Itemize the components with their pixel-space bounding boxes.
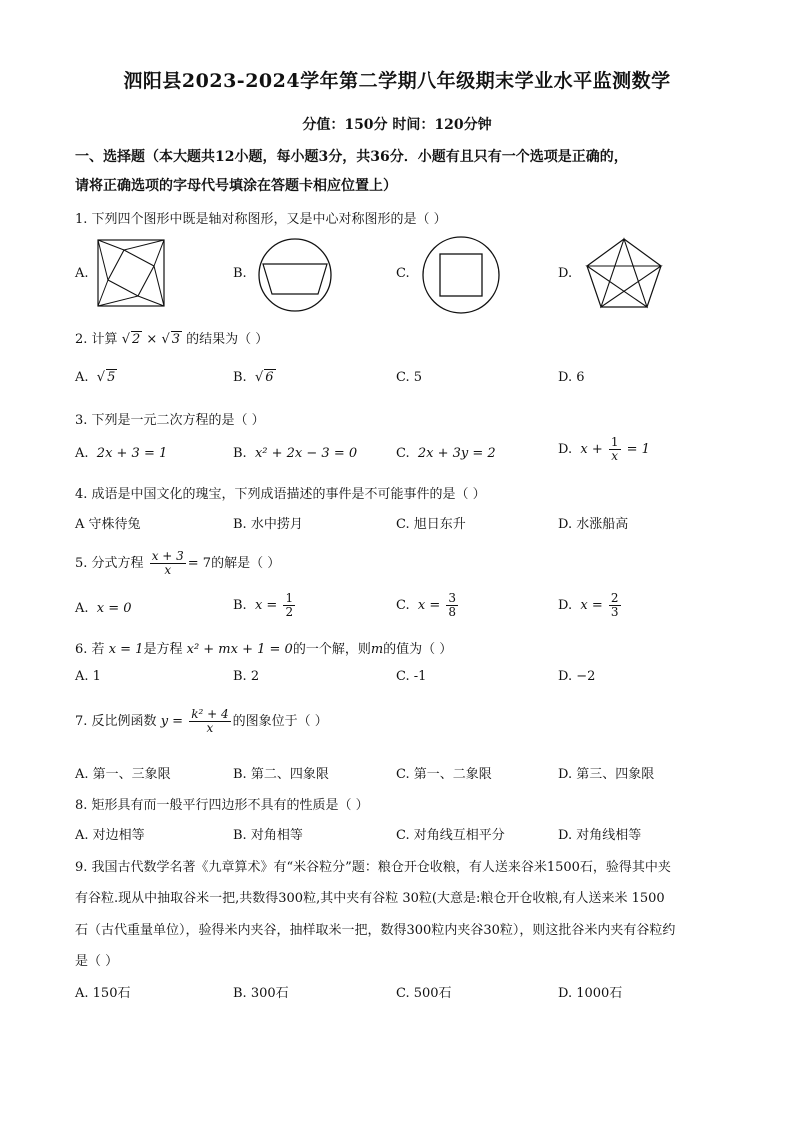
q1-option-b-label: B. — [233, 266, 247, 281]
q6-option-c: C. -1 — [396, 669, 427, 684]
q7-option-d: D. 第三、四象限 — [558, 767, 655, 782]
q8-option-b: B. 对角相等 — [233, 828, 303, 843]
score-time-line: 分值：150分 时间：120分钟 — [302, 117, 492, 133]
q1-option-c-label: C. — [396, 266, 410, 281]
q3-a-expr: 2x + 3 = 1 — [96, 446, 168, 461]
q2-option-b — [233, 369, 276, 385]
q5-b-fraction — [283, 592, 295, 619]
sqrt-symbol: √ — [121, 332, 130, 347]
q6-equation: x² + mx + 1 = 0 — [186, 642, 293, 657]
q1-option-d-label: D. — [558, 266, 573, 281]
q6-option-d: D. −2 — [558, 669, 596, 684]
q3-d-den: x — [611, 449, 619, 463]
q3-option-c — [396, 446, 496, 461]
q7-stem-pre: 7. 反比例函数 — [75, 714, 157, 729]
q6-variable: m — [370, 642, 384, 657]
question-9-line-4: 是（ ） — [75, 954, 119, 969]
question-9-line-3: 石（古代重量单位），验得米内夹谷，抽样取米一把，数得300粒内夹谷30粒），则这批谷米内夹有谷粒约 — [75, 923, 676, 938]
q9-option-c: C. 500石 — [396, 986, 452, 1001]
q3-option-d — [558, 436, 650, 463]
q2-option-a-label: A. — [75, 370, 89, 385]
q6-condition: x = 1 — [108, 642, 144, 657]
q2-stem-pre: 2. 计算 — [75, 332, 118, 347]
question-7-stem — [75, 708, 328, 735]
section-heading-cont: 请将正确选项的字母代号填涂在答题卡相应位置上） — [75, 178, 397, 194]
q3-option-b — [233, 446, 357, 461]
q5-eq: = 7 — [187, 556, 212, 571]
circle-square-figure — [420, 234, 502, 316]
q9-option-b: B. 300石 — [233, 986, 289, 1001]
q5-c-pre: x = — [417, 598, 441, 613]
q3-c-expr: 2x + 3y = 2 — [417, 446, 496, 461]
q5-option-a — [75, 601, 132, 616]
section-heading: 一、选择题（本大题共12小题，每小题3分，共36分．小题有且只有一个选项是正确的， — [75, 149, 628, 165]
q3-d-fraction — [609, 436, 621, 463]
q5-option-c-label: C. — [396, 598, 410, 613]
question-6-stem — [75, 638, 452, 657]
q2-stem-post: 的结果为（ ） — [186, 332, 269, 347]
q3-option-c-label: C. — [396, 446, 410, 461]
q4-option-c: C. 旭日东升 — [396, 517, 466, 532]
question-5-stem — [75, 550, 280, 577]
q5-option-b — [233, 592, 297, 619]
q2-option-b-label: B. — [233, 370, 247, 385]
q7-stem-post: 的图象位于（ ） — [232, 714, 328, 729]
q3-option-a — [75, 446, 167, 461]
sqrt-symbol: √ — [161, 332, 170, 347]
q5-stem-post: 的解是（ ） — [211, 556, 281, 571]
q5-option-c — [396, 592, 460, 619]
q5-option-a-label: A. — [75, 601, 89, 616]
q7-num: k² + 4 — [191, 707, 229, 721]
question-1-stem: 1. 下列四个图形中既是轴对称图形，又是中心对称图形的是（ ） — [75, 212, 447, 227]
q5-den: x — [164, 563, 172, 577]
q6-stem-post: 的值为（ ） — [383, 642, 453, 657]
q9-option-a: A. 150石 — [75, 986, 131, 1001]
q2-b-radicand: 6 — [265, 370, 274, 385]
question-9-line-1: 9. 我国古代数学名著《九章算术》有“米谷粒分”题：粮仓开仓收粮，有人送来谷米1500石，验得其中夹 — [75, 860, 671, 875]
q6-stem-mid: 是方程 — [143, 642, 183, 657]
q1-option-a-label: A. — [75, 266, 89, 281]
q7-option-b: B. 第二、四象限 — [233, 767, 329, 782]
sqrt-symbol: √ — [254, 370, 264, 385]
q5-a-expr: x = 0 — [96, 601, 132, 616]
question-9-line-2: 有谷粒.现从中抽取谷米一把,共数得300粒,其中夹有谷粒 30粒(大意是:粮仓开仓收粮,有人送来米 1500 — [75, 891, 665, 906]
q3-option-b-label: B. — [233, 446, 247, 461]
q5-num: x + 3 — [151, 549, 184, 563]
q2-option-a — [75, 369, 117, 385]
question-3-stem: 3. 下列是一元二次方程的是（ ） — [75, 413, 265, 428]
q5-d-den: 3 — [610, 605, 619, 619]
q7-den: x — [206, 721, 214, 735]
q3-option-d-label: D. — [558, 442, 573, 457]
q5-c-fraction — [446, 592, 458, 619]
q2-option-d: D. 6 — [558, 370, 585, 385]
q8-option-a: A. 对边相等 — [75, 828, 145, 843]
q5-c-num: 3 — [448, 591, 457, 605]
q5-b-den: 2 — [285, 605, 294, 619]
q5-option-d — [558, 592, 623, 619]
q3-d-post: = 1 — [626, 442, 650, 457]
q7-option-c: C. 第一、二象限 — [396, 767, 492, 782]
q6-option-a: A. 1 — [75, 669, 101, 684]
q2-a-radicand: 5 — [107, 370, 116, 385]
q5-d-pre: x = — [580, 598, 603, 613]
q4-option-a: A 守株待兔 — [75, 517, 141, 532]
q5-fraction — [150, 550, 186, 577]
q7-fraction — [189, 708, 230, 735]
q4-option-b: B. 水中捞月 — [233, 517, 303, 532]
q3-d-pre: x + — [580, 442, 603, 457]
q5-d-fraction — [609, 592, 621, 619]
page-title: 泗阳县2023-2024学年第二学期八年级期末学业水平监测数学 — [123, 70, 671, 92]
question-4-stem: 4. 成语是中国文化的瑰宝，下列成语描述的事件是不可能事件的是（ ） — [75, 487, 486, 502]
question-8-stem: 8. 矩形具有而一般平行四边形不具有的性质是（ ） — [75, 798, 369, 813]
q7-lhs: y = — [160, 714, 184, 729]
q8-option-d: D. 对角线相等 — [558, 828, 642, 843]
question-2-stem — [75, 328, 268, 347]
q6-stem-mid2: 的一个解，则 — [292, 642, 371, 657]
pinwheel-square-figure — [96, 238, 168, 310]
q3-d-num: 1 — [610, 435, 619, 449]
q5-option-b-label: B. — [233, 598, 247, 613]
q5-d-num: 2 — [610, 591, 619, 605]
pentagon-star-figure — [584, 236, 664, 310]
q5-b-pre: x = — [254, 598, 278, 613]
q5-b-num: 1 — [285, 591, 294, 605]
q2-times: × — [146, 332, 158, 347]
q6-option-b: B. 2 — [233, 669, 260, 684]
q7-option-a: A. 第一、三象限 — [75, 767, 171, 782]
q2-radicand-2: 2 — [131, 332, 141, 347]
circle-trapezoid-figure — [256, 236, 334, 314]
sqrt-symbol: √ — [96, 370, 106, 385]
q2-option-c: C. 5 — [396, 370, 423, 385]
q9-option-d: D. 1000石 — [558, 986, 623, 1001]
q5-c-den: 8 — [448, 605, 457, 619]
q6-stem-pre: 6. 若 — [75, 642, 105, 657]
q2-radicand-3: 3 — [171, 332, 181, 347]
q8-option-c: C. 对角线互相平分 — [396, 828, 505, 843]
q5-stem-pre: 5. 分式方程 — [75, 556, 144, 571]
q3-b-expr: x² + 2x − 3 = 0 — [254, 446, 358, 461]
q5-option-d-label: D. — [558, 598, 573, 613]
q4-option-d: D. 水涨船高 — [558, 517, 629, 532]
q3-option-a-label: A. — [75, 446, 89, 461]
